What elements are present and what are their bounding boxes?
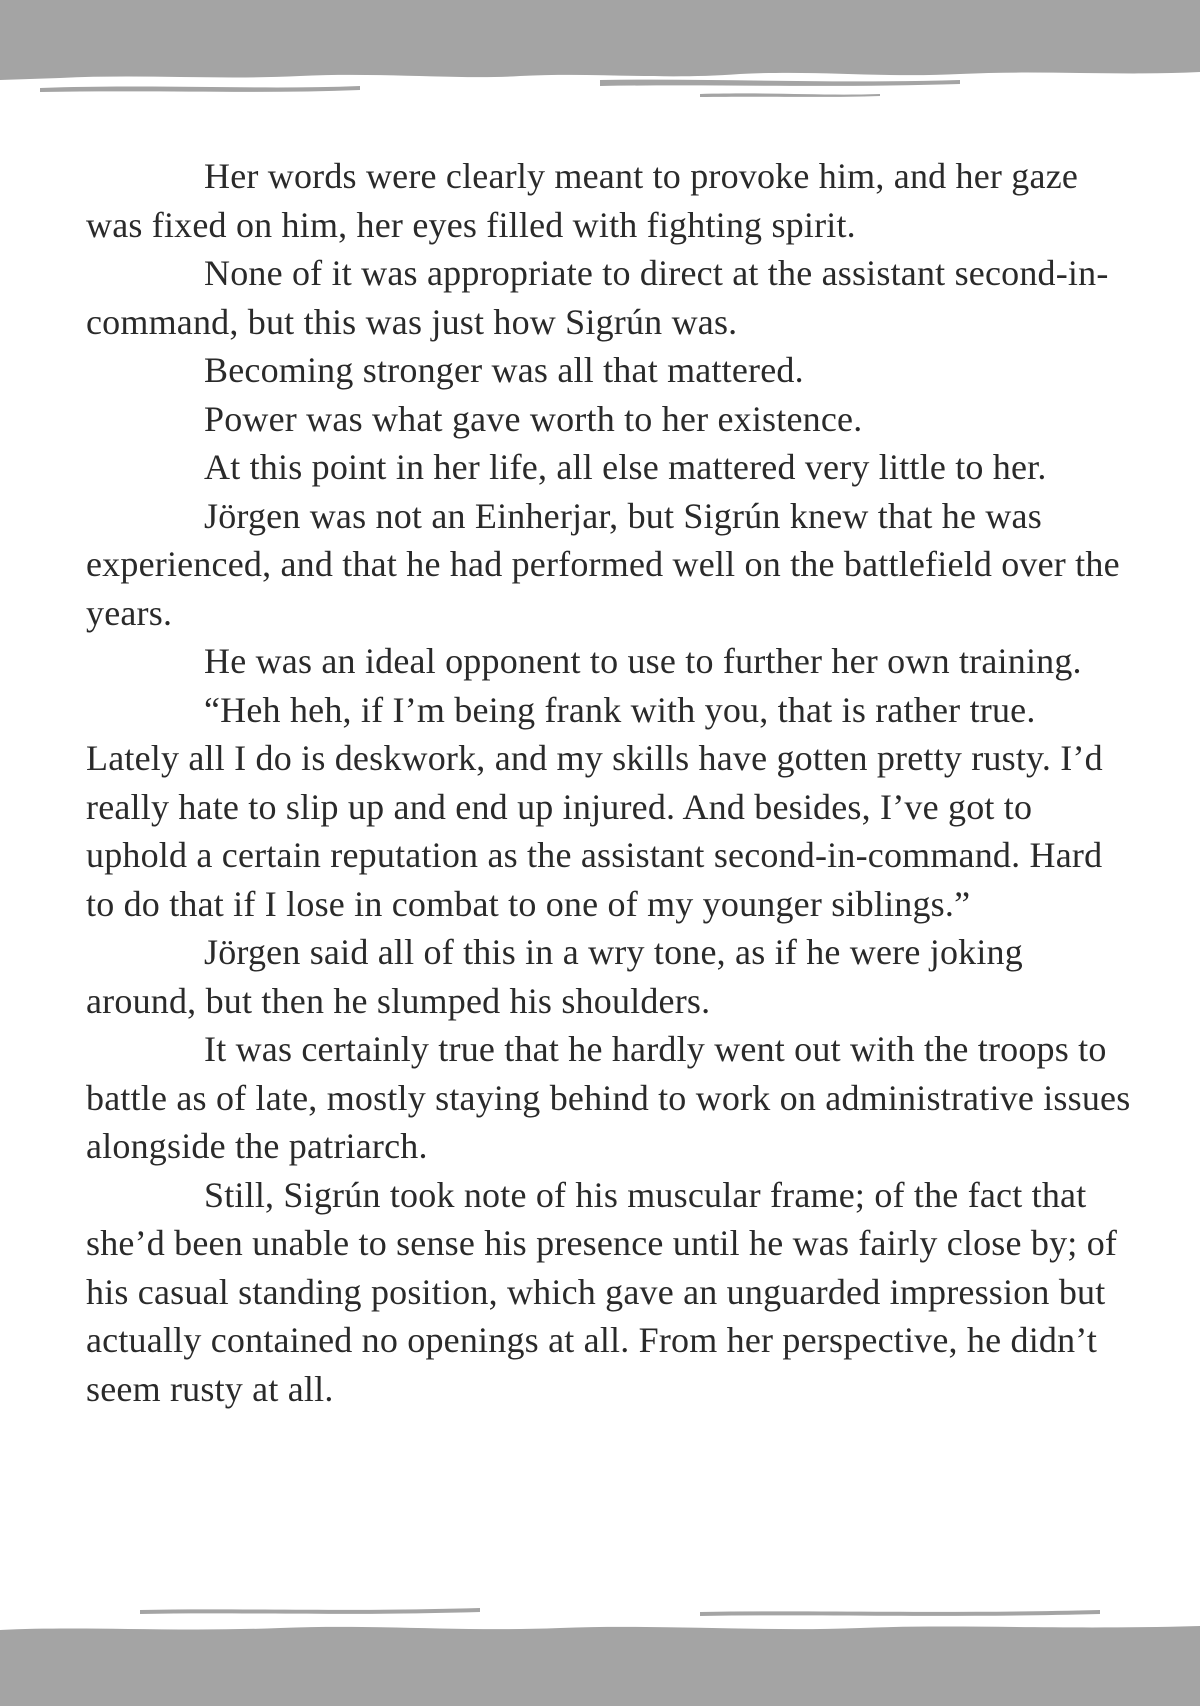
paragraph: Becoming stronger was all that mattered.: [204, 350, 804, 390]
paragraph: He was an ideal opponent to use to further her own training.: [204, 641, 1082, 681]
paragraph: At this point in her life, all else mattered very little to her.: [204, 447, 1047, 487]
paragraph: Jörgen was not an Einherjar, but Sigrún knew that he was experienced, and that he had performed well on the battlefield over the years.: [86, 495, 1120, 633]
paragraph: Power was what gave worth to her existence.: [204, 398, 863, 439]
paragraph: Her words were clearly meant to provoke him, and her gaze was fixed on him, her eyes filled with fighting spirit.: [86, 156, 1079, 245]
paragraph: It was certainly true that he hardly went out with the troops to battle as of late, mostly staying behind to work on administrative issues alongside the patriarch.: [86, 1029, 1131, 1166]
top-brush-border: [0, 0, 1200, 120]
paragraph: Still, Sigrún took note of his muscular frame; of the fact that she’d been unable to sense his presence until he was fairly close by; of his casual standing position, which gave an unguarded impression but actually contained no openings at all. From her perspective, he didn’t seem rusty at all.: [86, 1174, 1118, 1409]
paragraph: “Heh heh, if I’m being frank with you, that is rather true. Lately all I do is deskwork, and my skills have gotten pretty rusty. I’d really hate to slip up and end up injured. And besides, I’ve got to uphold a certain reputation as the assistant second-in-command. Hard to do that if I lose in combat to one of my younger siblings.”: [86, 689, 1103, 924]
bottom-brush-border: [0, 1566, 1200, 1706]
paragraph: None of it was appropriate to direct at the assistant second-in-command, but this was just how Sigrún was.: [86, 253, 1109, 342]
paragraph: Jörgen said all of this in a wry tone, as if he were joking around, but then he slumped his shoulders.: [86, 932, 1023, 1021]
body-text: [86, 152, 1136, 1413]
